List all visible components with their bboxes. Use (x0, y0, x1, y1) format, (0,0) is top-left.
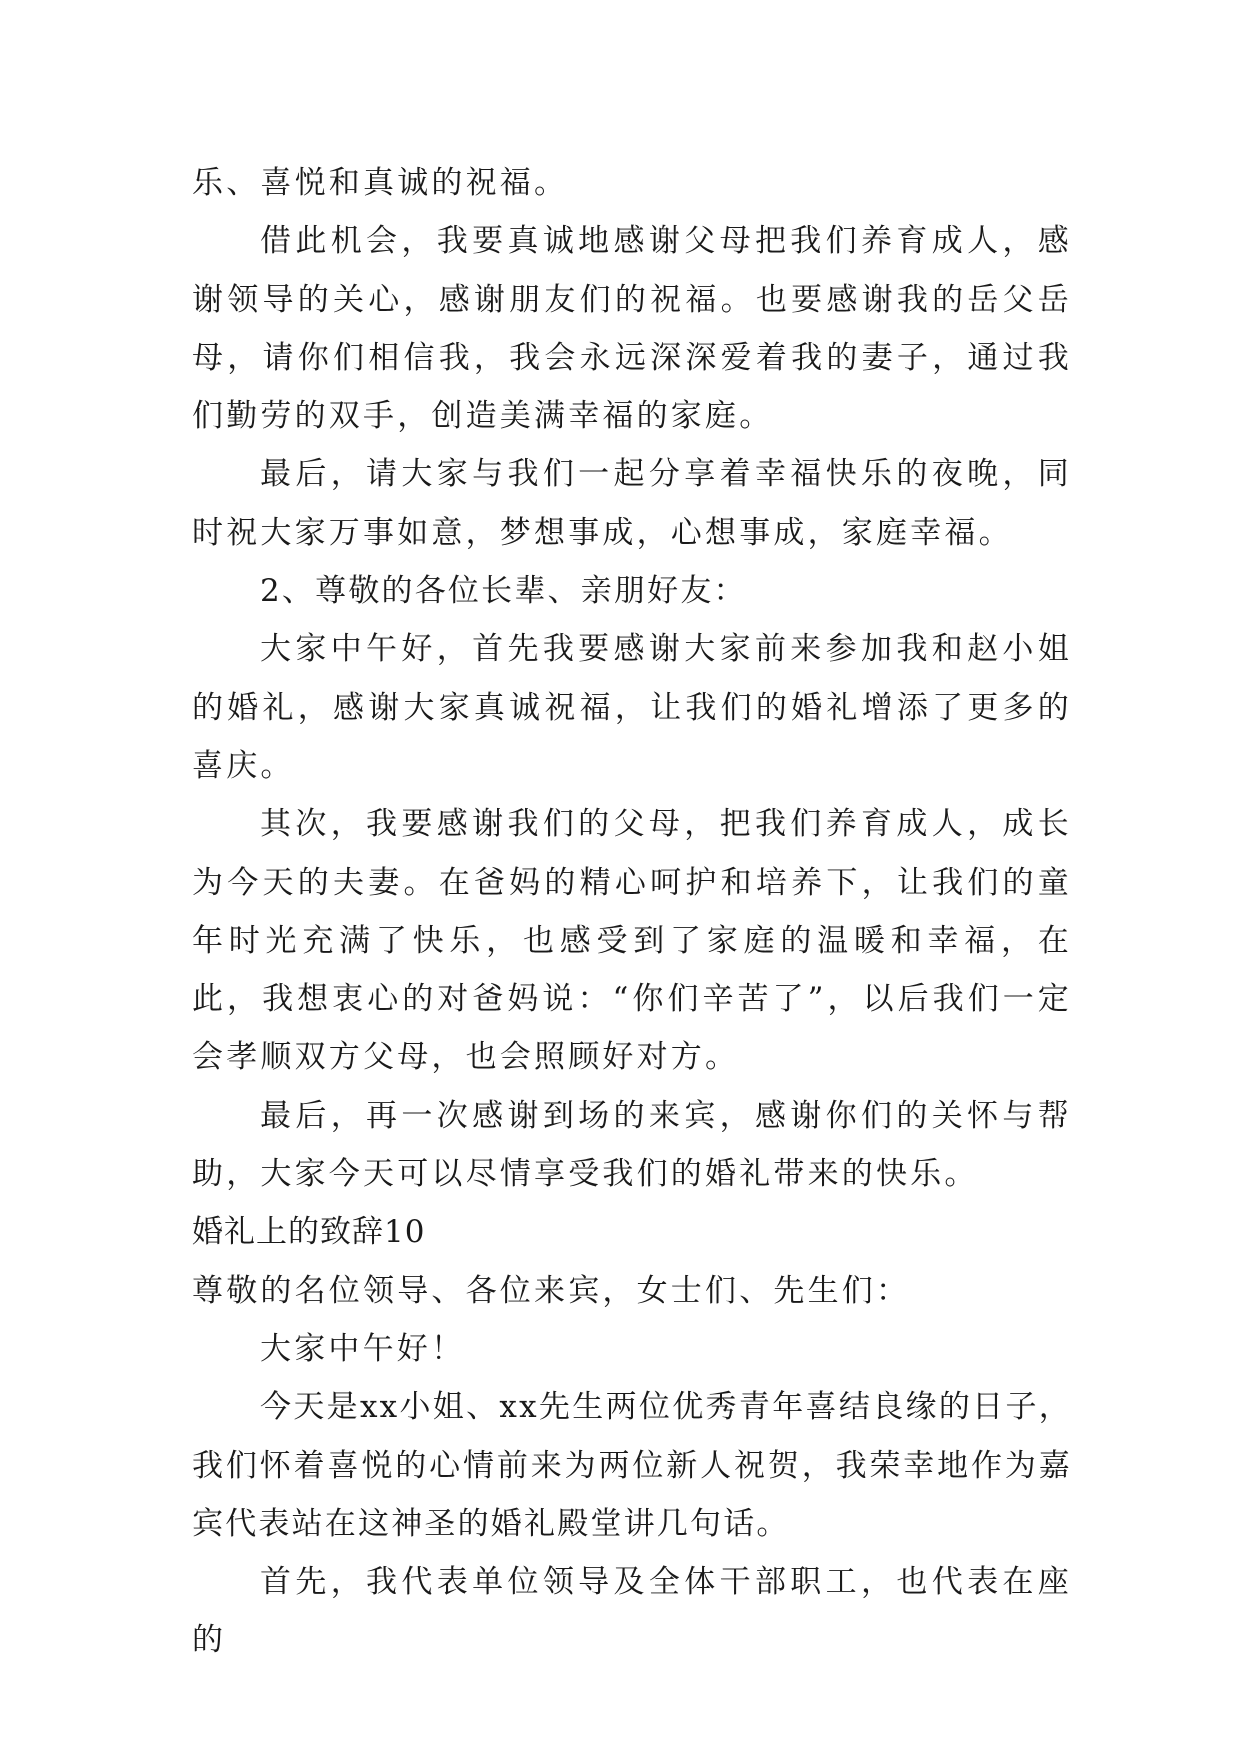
paragraph-speech-10-intro: 今天是xx小姐、xx先生两位优秀青年喜结良缘的日子，我们怀着喜悦的心情前来为两位新人祝贺，我荣幸地作为嘉宾代表站在这神圣的婚礼殿堂讲几句话。 (192, 1389, 1072, 1542)
paragraph-speech-2-greeting: 大家中午好，首先我要感谢大家前来参加我和赵小姐的婚礼，感谢大家真诚祝福，让我们的婚礼增添了更多的喜庆。 (192, 631, 1072, 784)
paragraph-thanks-parents: 借此机会，我要真诚地感谢父母把我们养育成人，感谢领导的关心，感谢朋友们的祝福。也要感谢我的岳父岳母，请你们相信我，我会永远深深爱着我的妻子，通过我们勤劳的双手，创造美满幸福的家庭。 (192, 223, 1072, 435)
document-body (192, 154, 1072, 1670)
paragraph-speech-2-parents: 其次，我要感谢我们的父母，把我们养育成人，成长为今天的夫妻。在爸妈的精心呵护和培养下，让我们的童年时光充满了快乐，也感受到了家庭的温暖和幸福，在此，我想衷心的对爸妈说：“你们辛苦了”，以后我们一定会孝顺双方父母，也会照顾好对方。 (192, 806, 1072, 1076)
section-heading: 婚礼上的致辞10 (192, 1214, 426, 1251)
paragraph-speech-10-salutation: 尊敬的名位领导、各位来宾，女士们、先生们： (192, 1272, 911, 1309)
paragraph-continuation: 乐、喜悦和真诚的祝福。 (192, 165, 569, 201)
paragraph-speech-2-salutation: 2、尊敬的各位长辈、亲朋好友： (260, 573, 747, 610)
paragraph-speech-2-closing: 最后，再一次感谢到场的来宾，感谢你们的关怀与帮助，大家今天可以尽情享受我们的婚礼带来的快乐。 (192, 1097, 1072, 1193)
paragraph-closing-wishes: 最后，请大家与我们一起分享着幸福快乐的夜晚，同时祝大家万事如意，梦想事成，心想事成，家庭幸福。 (192, 456, 1072, 551)
paragraph-speech-10-greeting: 大家中午好！ (260, 1330, 466, 1367)
paragraph-speech-10-first: 首先，我代表单位领导及全体干部职工，也代表在座的 (192, 1564, 1072, 1659)
